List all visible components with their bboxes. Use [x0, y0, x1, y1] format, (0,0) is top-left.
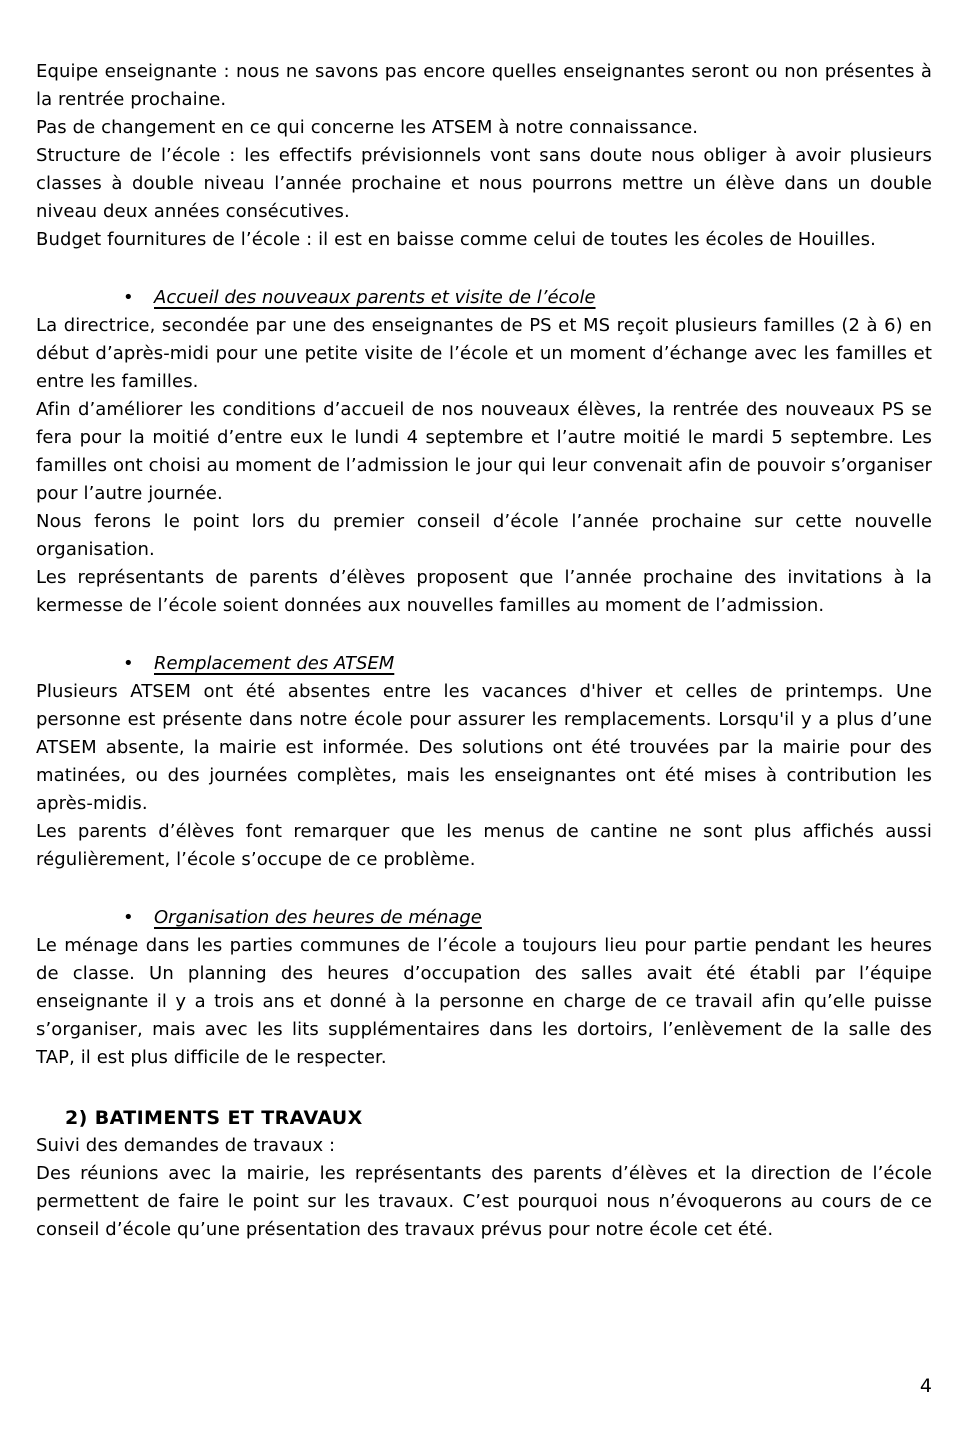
paragraph: Pas de changement en ce qui concerne les ATSEM à notre connaissance.	[36, 117, 699, 138]
bullet-heading-label: Accueil des nouveaux parents et visite de l’école	[154, 287, 596, 308]
page-number: 4	[919, 1375, 932, 1397]
paragraph: Le ménage dans les parties communes de l’école a toujours lieu pour partie pendant les heures de classe. Un planning des heures d’occupation des salles avait été établi par l’équipe enseignante il y a trois ans et donné à la personne en charge de ce travail afin qu’elle puisse s’organiser, mais avec les lits supplémentaires dans les dortoirs, l’enlèvement de la salle des TAP, il est plus difficile de le respecter.	[36, 935, 932, 1068]
paragraph: Des réunions avec la mairie, les représentants des parents d’élèves et la direction de l’école permettent de faire le point sur les travaux. C’est pourquoi nous n’évoquerons au cours de ce conseil d’école qu’une présentation des travaux prévus pour notre école cet été.	[36, 1163, 932, 1240]
paragraph: La directrice, secondée par une des enseignantes de PS et MS reçoit plusieurs familles (2 à 6) en début d’après-midi pour une petite visite de l’école et un moment d’échange avec les familles et entre les familles.	[36, 315, 932, 392]
paragraph: Structure de l’école : les effectifs prévisionnels vont sans doute nous obliger à avoir plusieurs classes à double niveau l’année prochaine et nous pourrons mettre un élève dans un double niveau deux années consécutives.	[36, 145, 932, 222]
section-heading-batiments-et-travaux: 2) BATIMENTS ET TRAVAUX	[65, 1107, 363, 1129]
bullet-heading	[36, 650, 932, 678]
bullet-icon: •	[123, 287, 134, 308]
bullet-icon: •	[123, 653, 134, 674]
paragraph: Afin d’améliorer les conditions d’accueil de nos nouveaux élèves, la rentrée des nouveaux PS se fera pour la moitié d’entre eux le lundi 4 septembre et l’autre moitié le mardi 5 septembre. Les familles ont choisi au moment de l’admission le jour qui leur convenait afin de pouvoir s’organiser pour l’autre journée.	[36, 399, 932, 504]
bullet-heading	[36, 284, 932, 312]
paragraph: Les représentants de parents d’élèves proposent que l’année prochaine des invitations à la kermesse de l’école soient données aux nouvelles familles au moment de l’admission.	[36, 567, 932, 616]
bullet-heading-label: Organisation des heures de ménage	[154, 907, 482, 928]
paragraph: Budget fournitures de l’école : il est en baisse comme celui de toutes les écoles de Houilles.	[36, 229, 876, 250]
bullet-icon: •	[123, 907, 134, 928]
paragraph: Plusieurs ATSEM ont été absentes entre les vacances d'hiver et celles de printemps. Une personne est présente dans notre école pour assurer les remplacements. Lorsqu'il y a plus d’une ATSEM absente, la mairie est informée. Des solutions ont été trouvées par la mairie pour des matinées, ou des journées complètes, mais les enseignantes ont été mises à contribution les après-midis.	[36, 681, 932, 814]
bullet-heading	[36, 904, 932, 932]
bullet-heading-label: Remplacement des ATSEM	[154, 653, 395, 674]
paragraph: Suivi des demandes de travaux :	[36, 1135, 336, 1156]
paragraph: Nous ferons le point lors du premier conseil d’école l’année prochaine sur cette nouvelle organisation.	[36, 511, 932, 560]
paragraph: Equipe enseignante : nous ne savons pas encore quelles enseignantes seront ou non présentes à la rentrée prochaine.	[36, 61, 932, 110]
paragraph: Les parents d’élèves font remarquer que les menus de cantine ne sont plus affichés aussi régulièrement, l’école s’occupe de ce problème.	[36, 821, 932, 870]
